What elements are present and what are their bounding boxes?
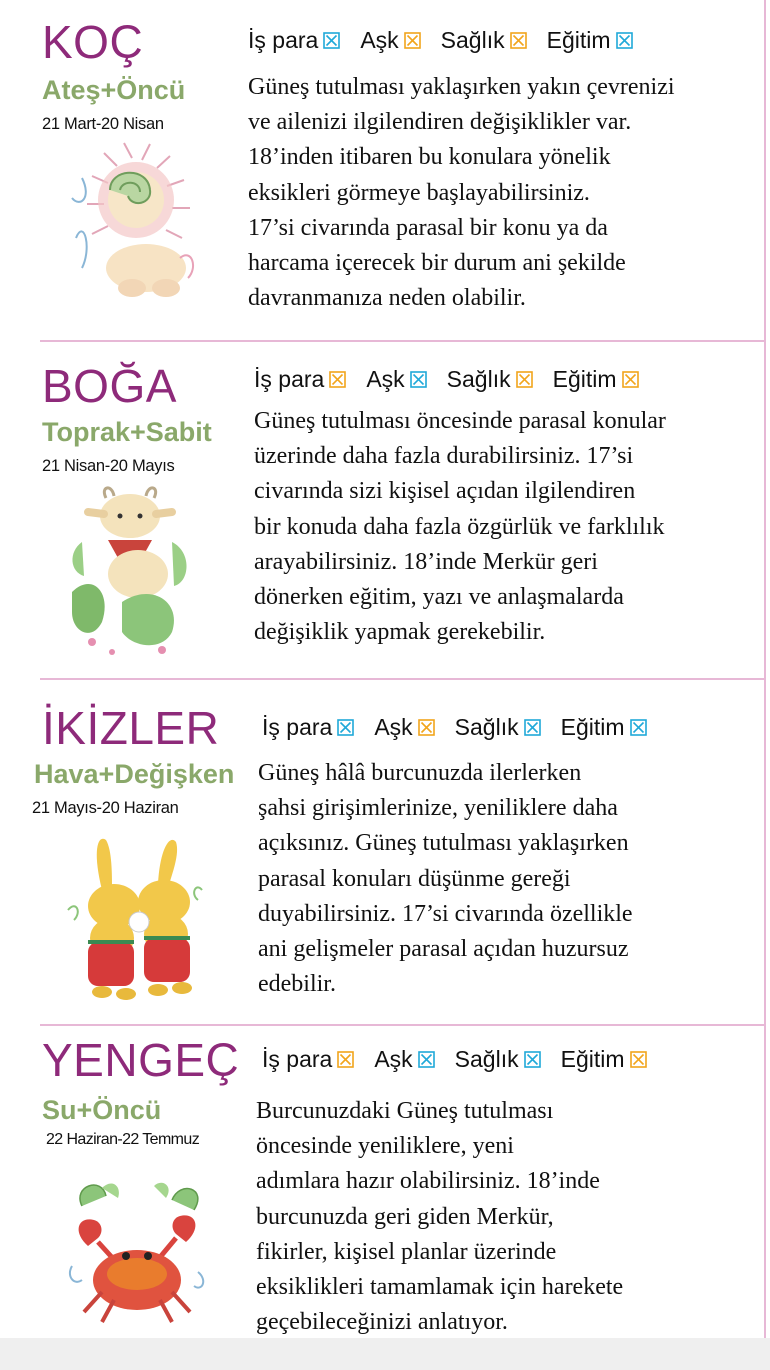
rating-row (254, 366, 659, 393)
bull-illustration-icon (62, 482, 202, 662)
twins-illustration-icon (62, 830, 212, 1010)
rating-box-icon (510, 32, 527, 49)
rating-box-icon (616, 32, 633, 49)
rating-box-icon (418, 1051, 435, 1068)
rating-education (561, 1046, 647, 1073)
rating-label: Eğitim (560, 1046, 625, 1072)
rating-work-money (248, 27, 340, 54)
rating-row (262, 714, 667, 741)
rating-work-money (262, 1046, 354, 1073)
rating-box-icon (630, 1051, 647, 1068)
rating-label: Eğitim (552, 366, 617, 392)
rating-work-money (262, 714, 354, 741)
rating-love (366, 366, 426, 393)
rating-love (374, 714, 434, 741)
rating-box-icon (337, 719, 354, 736)
rating-label: Eğitim (560, 714, 625, 740)
rating-label: Sağlık (440, 27, 505, 53)
rating-label: Aşk (360, 27, 399, 53)
sign-title: BOĞA (42, 360, 177, 412)
rating-box-icon (404, 32, 421, 49)
rating-box-icon (516, 371, 533, 388)
rating-label: İş para (262, 714, 333, 740)
rating-row (262, 1046, 667, 1073)
sign-element: Su+Öncü (42, 1095, 162, 1125)
rating-health (447, 366, 533, 393)
rating-label: Aşk (366, 366, 405, 392)
crab-illustration-icon (62, 1176, 212, 1336)
rating-label: Eğitim (546, 27, 611, 53)
sign-title: KOÇ (42, 16, 144, 68)
rating-label: Aşk (374, 1046, 413, 1072)
rating-education (553, 366, 639, 393)
rating-education (561, 714, 647, 741)
rating-box-icon (337, 1051, 354, 1068)
sign-yengec (0, 1026, 770, 1338)
footer-bar (0, 1338, 770, 1370)
rating-health (441, 27, 527, 54)
rating-box-icon (410, 371, 427, 388)
sign-element: Toprak+Sabit (42, 417, 212, 447)
rating-love (374, 1046, 434, 1073)
rating-box-icon (418, 719, 435, 736)
rating-label: Sağlık (446, 366, 511, 392)
sign-boga (0, 342, 770, 678)
sign-ikizler (0, 680, 770, 1024)
sign-dates: 22 Haziran-22 Temmuz (46, 1131, 200, 1148)
sign-title: İKİZLER (42, 702, 220, 754)
rating-box-icon (524, 719, 541, 736)
rating-love (360, 27, 420, 54)
horoscope-text: Güneş tutulması yaklaşırken yakın çevrenizi ve ailenizi ilgilendiren değişiklikler var. 18’inden itibaren bu konulara yönelik eksikleri görmeye başlayabilirsiniz. 17’si civarında parasal bir konu ya da harcama içerecek bir durum ani şekilde davranmanıza neden olabilir. (248, 74, 675, 312)
rating-label: Sağlık (454, 1046, 519, 1072)
horoscope-text: Güneş hâlâ burcunuzda ilerlerken şahsi girişimlerinize, yeniliklere daha açıksınız. Güneş tutulması yaklaşırken parasal konuları düşünme gereği duyabilirsiniz. 17’si civarında özellikle ani gelişmeler parasal açıdan huzursuz edebilir. (258, 760, 633, 998)
horoscope-text: Burcunuzdaki Güneş tutulması öncesinde yeniliklere, yeni adımlara hazır olabilirsiniz. 18’inde burcunuzda geri giden Merkür, fikirler, kişisel planlar üzerinde eksiklikleri tamamlamak için harekete geçebileceğinizi anlatıyor. (256, 1098, 624, 1336)
sign-element: Hava+Değişken (34, 759, 235, 789)
ram-illustration-icon (62, 138, 202, 308)
sign-dates: 21 Nisan-20 Mayıs (42, 457, 175, 475)
rating-label: Sağlık (454, 714, 519, 740)
rating-box-icon (524, 1051, 541, 1068)
rating-box-icon (323, 32, 340, 49)
sign-dates: 21 Mayıs-20 Haziran (32, 799, 179, 817)
rating-box-icon (622, 371, 639, 388)
rating-health (455, 714, 541, 741)
rating-box-icon (329, 371, 346, 388)
horoscope-text: Güneş tutulması öncesinde parasal konular üzerinde daha fazla durabilirsiniz. 17’si civarında sizi kişisel açıdan ilgilendiren bir konuda daha fazla özgürlük ve farklılık arayabilirsiniz. 18’inde Merkür geri dönerken eğitim, yazı ve anlaşmalarda değişiklik yapmak gerekebilir. (254, 408, 666, 646)
rating-label: İş para (262, 1046, 333, 1072)
rating-label: Aşk (374, 714, 413, 740)
rating-box-icon (630, 719, 647, 736)
rating-education (547, 27, 633, 54)
rating-label: İş para (254, 366, 325, 392)
sign-dates: 21 Mart-20 Nisan (42, 115, 164, 133)
rating-work-money (254, 366, 346, 393)
sign-element: Ateş+Öncü (42, 75, 186, 105)
sign-koc (0, 0, 770, 340)
rating-health (455, 1046, 541, 1073)
rating-label: İş para (248, 27, 319, 53)
rating-row (248, 27, 653, 54)
sign-title: YENGEÇ (42, 1034, 240, 1086)
